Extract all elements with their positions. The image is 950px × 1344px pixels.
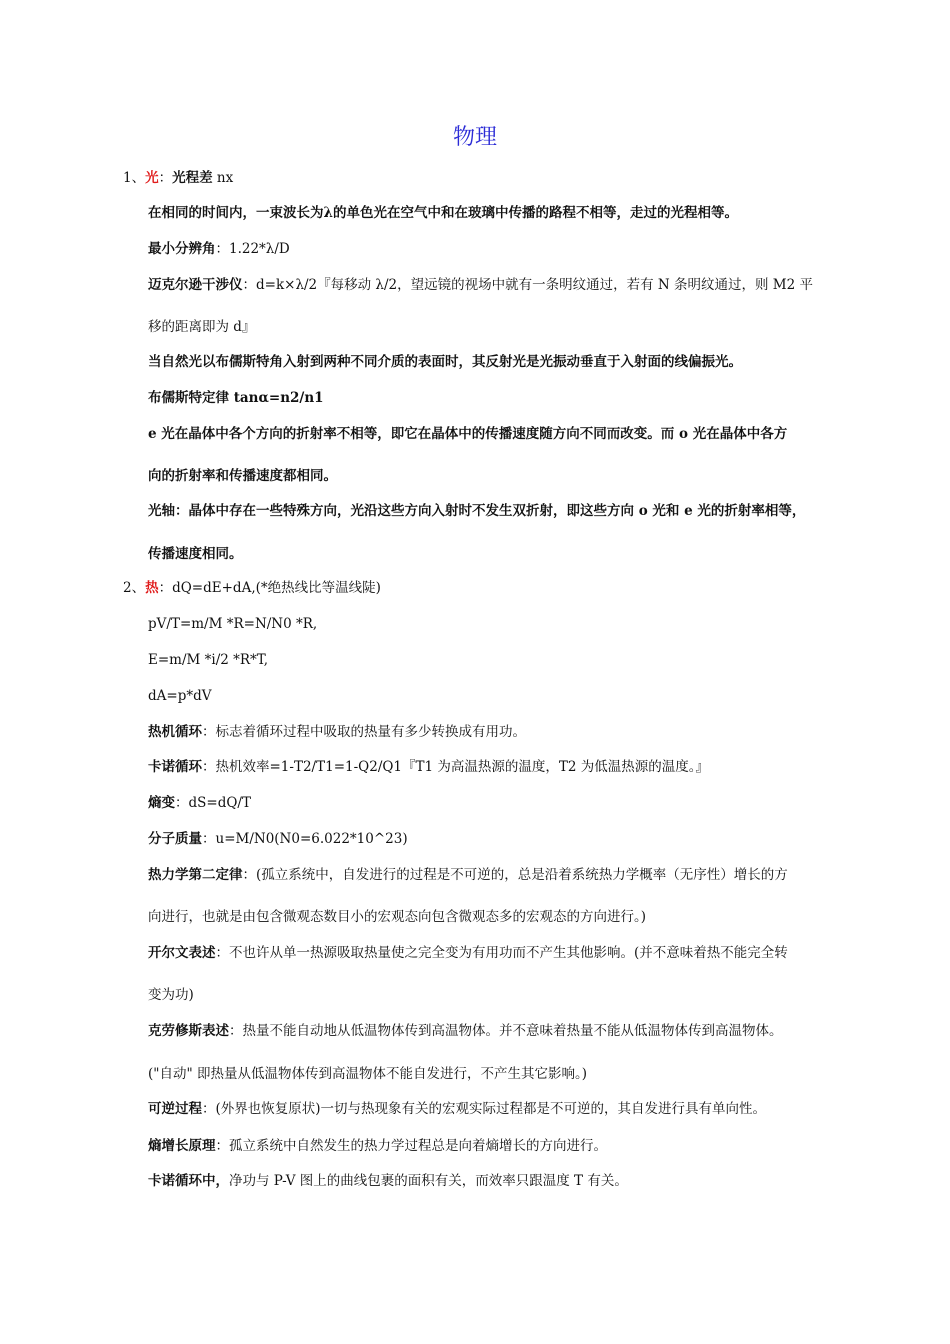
paragraph: 光轴：晶体中存在一些特殊方向，光沿这些方向入射时不发生双折射，即这些方向 o 光和 e 光的折射率相等， [148,503,806,519]
paragraph: 熵增长原理：孤立系统中自然发生的热力学过程总是向着熵增长的方向进行。 [148,1138,607,1154]
formula: pV/T=m/M *R=N/N0 *R, [148,616,318,632]
item-label: 熵增长原理 [148,1138,216,1154]
page-title: 物理 [452,125,497,150]
paragraph: 开尔文表述：不也许从单一热源吸取热量使之完全变为有用功而不产生其他影响。(并不意味着热不能完全转 [148,945,788,961]
paragraph: 迈克尔逊干涉仪：d=k×λ/2『每移动 λ/2，望远镜的视场中就有一条明纹通过，若有 N 条明纹通过，则 M2 平 [148,277,814,293]
paragraph: e 光在晶体中各个方向的折射率不相等，即它在晶体中的传播速度随方向不同而改变。而 o 光在晶体中各方 [148,426,788,442]
paragraph: 热机循环：标志着循环过程中吸取的热量有多少转换成有用功。 [148,724,526,740]
item-label: 克劳修斯表述 [148,1023,229,1039]
item-label: 热机循环 [148,724,202,740]
item-label: 卡诺循环中， [148,1173,229,1189]
paragraph-continuation: ("自动" 即热量从低温物体传到高温物体不能自发进行，不产生其它影响。) [148,1066,587,1082]
section-2-heading: 2、热：dQ=dE+dA,(*绝热线比等温线陡) [123,580,381,596]
paragraph-continuation: 变为功) [148,987,194,1003]
item-label: 最小分辨角 [148,241,216,257]
formula: dA=p*dV [148,688,212,704]
item-label: 光程差 [172,170,213,186]
paragraph: 分子质量：u=M/N0(N0=6.022*10^23) [148,831,408,847]
paragraph-continuation: 移的距离即为 d』 [148,319,256,335]
item-label: 热力学第二定律 [148,867,243,883]
paragraph: 熵变：dS=dQ/T [148,795,251,811]
section-keyword: 光 [145,170,159,186]
section-number: 1、 [123,170,146,186]
paragraph-continuation: 传播速度相同。 [148,546,243,562]
item-label: 可逆过程 [148,1101,202,1117]
item-label: 卡诺循环 [148,759,202,775]
section-number: 2、 [123,580,146,596]
paragraph: 在相同的时间内，一束波长为λ的单色光在空气中和在玻璃中传播的路程不相等，走过的光程相等。 [148,205,738,221]
section-keyword: 热 [145,580,159,596]
item-label: 熵变 [148,795,175,811]
item-label: 迈克尔逊干涉仪 [148,277,243,293]
formula: E=m/M *i/2 *R*T, [148,652,269,668]
paragraph: 卡诺循环：热机效率=1-T2/T1=1-Q2/Q1『T1 为高温热源的温度，T2 为低温热源的温度。』 [148,759,710,775]
paragraph: 可逆过程：(外界也恢复原状)一切与热现象有关的宏观实际过程都是不可逆的，其自发进行具有单向性。 [148,1101,767,1117]
item-label: 开尔文表述 [148,945,216,961]
paragraph-continuation: 向进行，也就是由包含微观态数目小的宏观态向包含微观态多的宏观态的方向进行。) [148,909,647,925]
paragraph: 卡诺循环中，净功与 P-V 图上的曲线包裹的面积有关，而效率只跟温度 T 有关。 [148,1173,628,1189]
paragraph: 布儒斯特定律 tanα=n2/n1 [148,390,324,406]
paragraph: 克劳修斯表述：热量不能自动地从低温物体传到高温物体。并不意味着热量不能从低温物体传到高温物体。 [148,1023,783,1039]
paragraph: 当自然光以布儒斯特角入射到两种不同介质的表面时，其反射光是光振动垂直于入射面的线偏振光。 [148,354,742,370]
paragraph: 热力学第二定律：(孤立系统中，自发进行的过程是不可逆的，总是沿着系统热力学概率（无序性）增长的方 [148,867,788,883]
paragraph: 最小分辨角：1.22*λ/D [148,241,290,257]
section-1-heading: 1、光：光程差 nx [123,170,234,186]
paragraph-continuation: 向的折射率和传播速度都相同。 [148,468,337,484]
item-label: 分子质量 [148,831,202,847]
